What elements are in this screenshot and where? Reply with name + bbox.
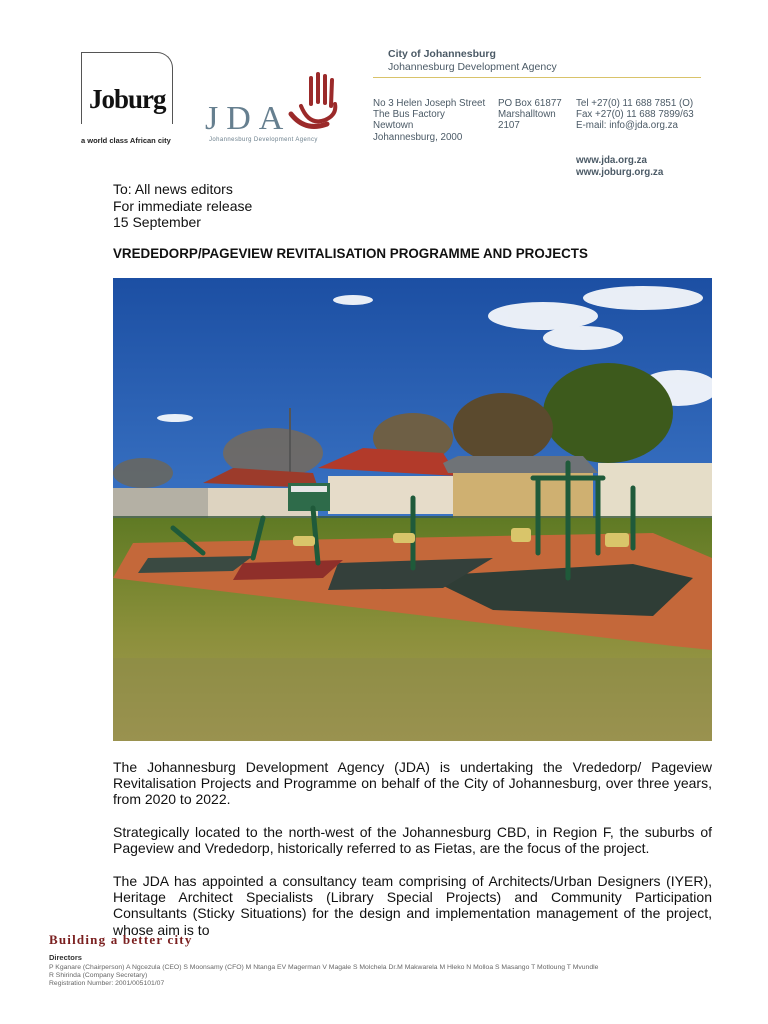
paragraph: The JDA has appointed a consultancy team comprising of Architects/Urban Designers (IYER), Heritage Architect Specialists (Library Special Projects) and Community Participation Consultants (Sticky Situations) for the design and implementation management of the project, whose aim is to [113, 873, 712, 938]
contact-line[interactable]: E-mail: info@jda.org.za [576, 120, 678, 132]
outdoor-gym-image [113, 278, 712, 741]
jda-hand-icon [287, 70, 347, 132]
street-address-line: The Bus Factory [373, 109, 445, 121]
postal-address-line: Marshalltown [498, 109, 556, 121]
footer-slogan: Building a better city [49, 932, 193, 947]
website-link-jda[interactable]: www.jda.org.za [576, 155, 647, 166]
street-address-line: Newtown [373, 120, 414, 132]
jda-logo-letters: JDA [205, 100, 292, 137]
contact-details [576, 98, 694, 132]
company-secretary: R Shirinda (Company Secretary) [49, 972, 148, 979]
street-address [373, 98, 485, 143]
header-divider [373, 77, 701, 78]
date-line: 15 September [113, 214, 201, 230]
postal-address-line: 2107 [498, 120, 520, 132]
paragraph: The Johannesburg Development Agency (JDA) is undertaking the Vrededorp/ Pageview Revitalisation Projects and Programme on behalf of the City of Johannesburg, over three years, from 2020 to 2022. [113, 759, 712, 808]
website-link-joburg[interactable]: www.joburg.org.za [576, 167, 664, 178]
postal-address [498, 98, 562, 132]
postal-address-line: PO Box 61877 [498, 98, 562, 109]
street-address-line: Johannesburg, 2000 [373, 131, 463, 143]
org-name: City of Johannesburg [388, 48, 496, 60]
jda-logo [205, 70, 350, 150]
paragraph: Strategically located to the north-west of the Johannesburg CBD, in Region F, the suburbs of Pageview and Vrededorp, historically referred to as Fietas, are the focus of the project. [113, 824, 712, 857]
joburg-logo-text: Joburg [89, 84, 166, 114]
contact-line: Tel +27(0) 11 688 7851 (O) [576, 98, 694, 109]
recipient-line: To: All news editors [113, 181, 233, 197]
directors-list: P Kganare (Chairperson) A Ngcezula (CEO) S Moonsamy (CFO) M Ntanga EV Magerman V Magale S Molchela Dr.M Makwarela M Hleko N Molloa S Masango T Motloung T Mvundle [49, 964, 599, 971]
release-line: For immediate release [113, 198, 253, 214]
park-photo [113, 278, 712, 741]
registration-number: Registration Number: 2001/005101/07 [49, 980, 165, 987]
joburg-logo [81, 50, 177, 145]
agency-name: Johannesburg Development Agency [388, 61, 557, 73]
street-address-line: No 3 Helen Joseph Street [373, 98, 486, 109]
document-title: VREDEDORP/PAGEVIEW REVITALISATION PROGRAMME AND PROJECTS [113, 246, 588, 261]
directors-heading: Directors [49, 953, 82, 962]
joburg-tagline: a world class African city [81, 136, 171, 145]
contact-line: Fax +27(0) 11 688 7899/63 [576, 109, 694, 121]
jda-logo-subtext: Johannesburg Development Agency [209, 137, 318, 143]
